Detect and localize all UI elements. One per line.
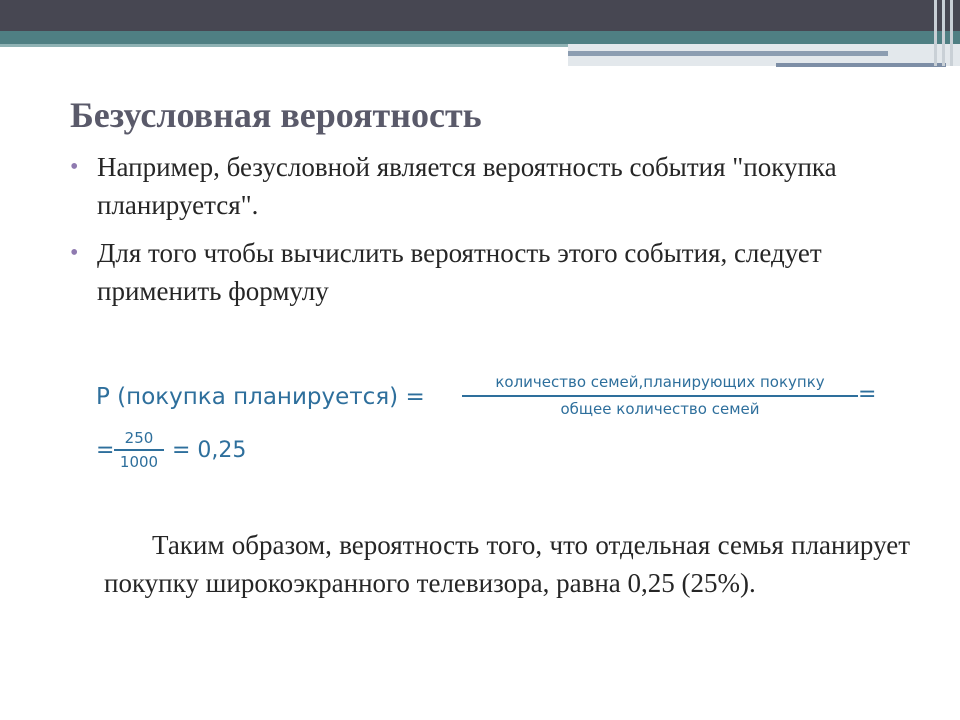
formula-denominator: общее количество семей	[560, 400, 760, 418]
probability-formula	[96, 370, 916, 490]
slide-title: Безусловная вероятность	[70, 95, 482, 135]
header-accent-line-secondary	[776, 63, 946, 67]
formula-line2-equals: =	[96, 438, 115, 463]
formula-line2-denominator: 1000	[119, 453, 159, 471]
header-band-teal	[0, 31, 960, 44]
bullet-list	[70, 148, 870, 320]
bullet-text: Например, безусловной является вероятность события "покупка планируется".	[97, 152, 837, 220]
header-edge-lines	[930, 0, 960, 66]
formula-fraction	[462, 372, 858, 420]
formula-lhs: P (покупка планируется) =	[96, 384, 425, 410]
bullet-icon: •	[70, 154, 79, 180]
fraction-bar	[462, 395, 858, 397]
formula-result: = 0,25	[172, 438, 247, 463]
conclusion-text: Таким образом, вероятность того, что отдельная семья планирует покупку широкоэкранного телевизора, равна 0,25 (25%).	[104, 530, 910, 598]
fraction-bar	[114, 449, 164, 451]
bullet-item	[70, 148, 870, 224]
header-band-dark	[0, 0, 960, 31]
formula-trailing-equals: =	[858, 382, 877, 407]
bullet-text: Для того чтобы вычислить вероятность этого события, следует применить формулу	[97, 238, 822, 306]
header-accent-line	[568, 51, 888, 56]
formula-line2-numerator: 250	[124, 429, 154, 447]
formula-numerator: количество семей,планирующих покупку	[495, 373, 825, 391]
formula-line2-fraction	[114, 428, 164, 472]
bullet-icon: •	[70, 240, 79, 266]
bullet-item	[70, 234, 870, 310]
